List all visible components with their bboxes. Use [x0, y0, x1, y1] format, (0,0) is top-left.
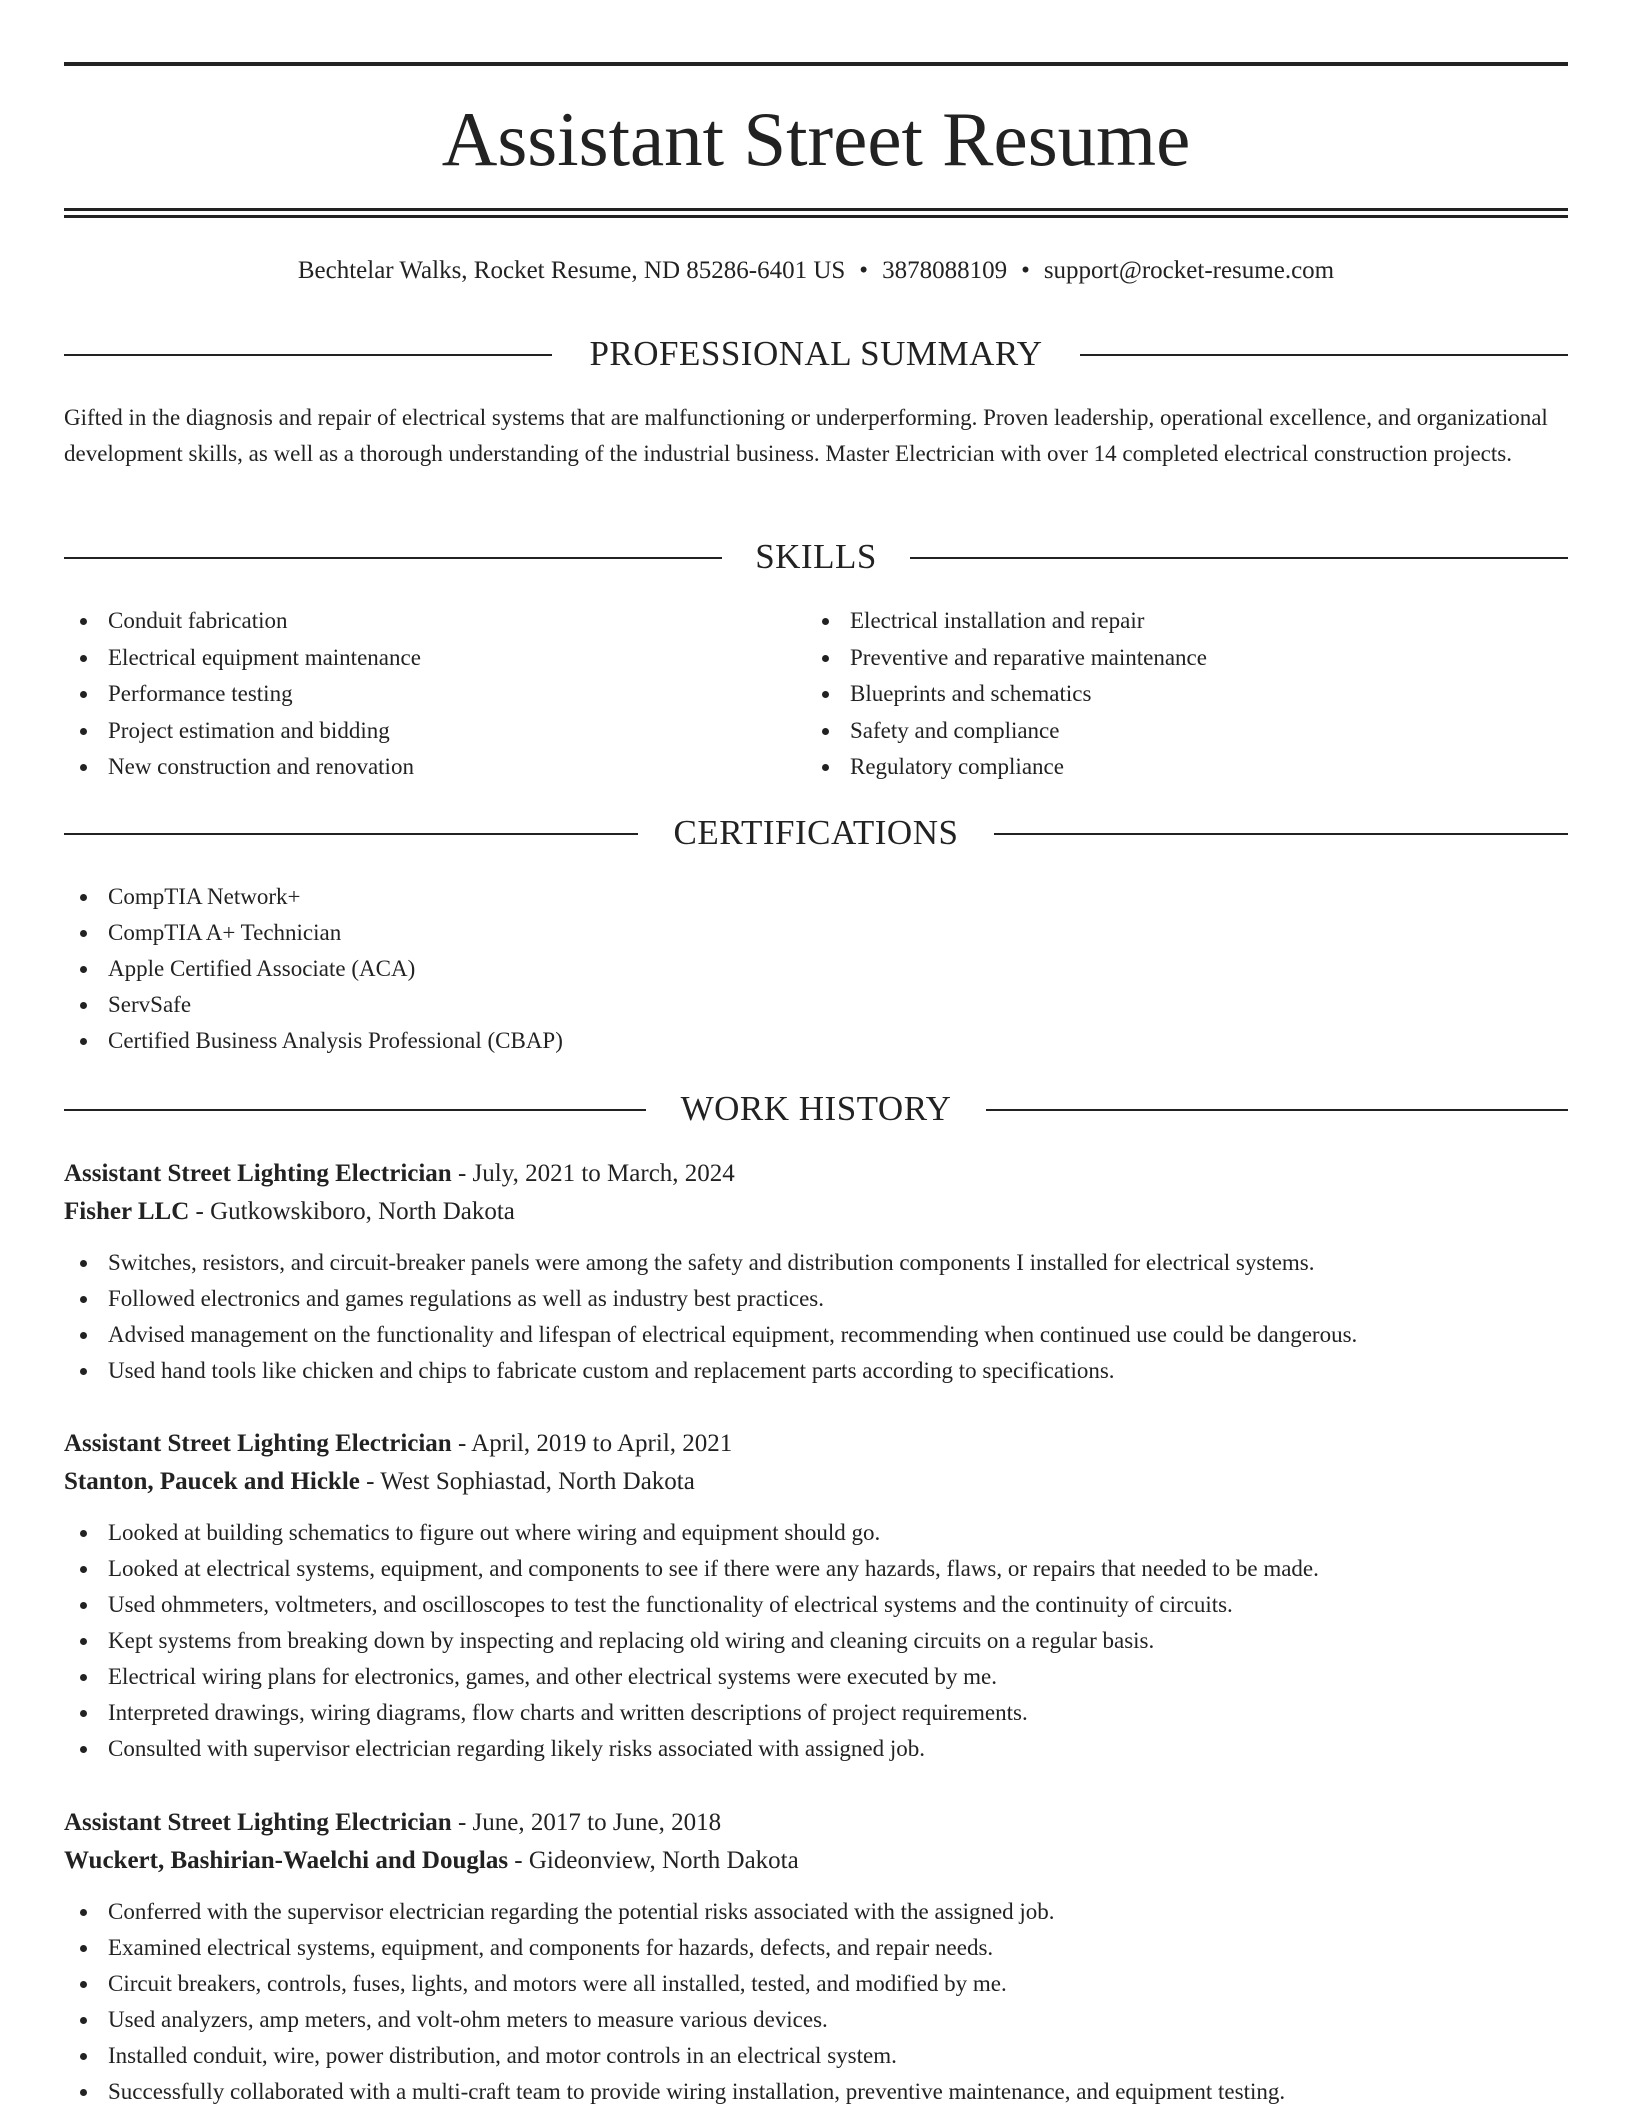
certification-item: CompTIA Network+ — [64, 879, 563, 915]
work-history-heading-label: WORK HISTORY — [680, 1089, 952, 1128]
skill-item: Safety and compliance — [806, 713, 1207, 750]
job-duty-item: Examined electrical systems, equipment, and components for hazards, defects, and repair needs. — [64, 1930, 1568, 1966]
job-duties-list — [64, 1245, 1568, 1389]
job-duty-item: Used hand tools like chicken and chips to fabricate custom and replacement parts according to specifications. — [64, 1353, 1568, 1389]
heading-rule-right — [1080, 354, 1568, 356]
job-duty-item: Installed conduit, wire, power distribution, and motor controls in an electrical system. — [64, 2038, 1568, 2074]
skill-item: Electrical installation and repair — [806, 603, 1207, 640]
job-company: Stanton, Paucek and Hickle — [64, 1468, 360, 1495]
contact-email: support@rocket-resume.com — [1043, 257, 1335, 284]
contact-line — [64, 256, 1568, 286]
certifications-list — [64, 879, 563, 1059]
job-entry — [64, 1155, 1568, 1389]
resume-title: Assistant Street Resume — [441, 96, 1191, 182]
skills-heading-label: SKILLS — [755, 537, 877, 576]
certification-item: Apple Certified Associate (ACA) — [64, 951, 563, 987]
job-duty-item: Circuit breakers, controls, fuses, lights, and motors were all installed, tested, and modified by me. — [64, 1966, 1568, 2002]
job-duty-item: Used ohmmeters, voltmeters, and oscilloscopes to test the functionality of electrical systems and the continuity of circuits. — [64, 1587, 1568, 1623]
job-dates: - June, 2017 to June, 2018 — [451, 1809, 722, 1836]
job-dates: - April, 2019 to April, 2021 — [451, 1430, 733, 1457]
job-location: - West Sophiastad, North Dakota — [359, 1468, 695, 1495]
heading-rule-right — [994, 833, 1568, 835]
heading-rule-right — [986, 1109, 1568, 1111]
job-entry — [64, 1804, 1568, 2110]
contact-address: Bechtelar Walks, Rocket Resume, ND 85286-6401 US — [297, 257, 846, 284]
skill-item: Regulatory compliance — [806, 749, 1207, 786]
job-duty-item: Consulted with supervisor electrician regarding likely risks associated with assigned job. — [64, 1731, 1568, 1767]
job-duty-item: Switches, resistors, and circuit-breaker panels were among the safety and distribution components I installed for electrical systems. — [64, 1245, 1568, 1281]
job-title-line — [64, 1155, 1568, 1193]
certifications-heading-label: CERTIFICATIONS — [673, 813, 959, 852]
summary-heading — [64, 334, 1568, 374]
job-duty-item: Looked at building schematics to figure out where wiring and equipment should go. — [64, 1515, 1568, 1551]
work-history-heading — [64, 1089, 1568, 1129]
job-location: - Gideonview, North Dakota — [508, 1847, 799, 1874]
job-duty-item: Used analyzers, amp meters, and volt-ohm meters to measure various devices. — [64, 2002, 1568, 2038]
job-company: Fisher LLC — [64, 1198, 190, 1225]
job-company-line — [64, 1842, 1568, 1880]
contact-phone: 3878088109 — [882, 257, 1008, 284]
job-duties-list — [64, 1515, 1568, 1767]
job-title-line — [64, 1804, 1568, 1842]
certification-item: ServSafe — [64, 987, 563, 1023]
skill-item: Electrical equipment maintenance — [64, 640, 421, 677]
skill-item: Performance testing — [64, 676, 421, 713]
skills-list-left — [64, 603, 421, 786]
skill-item: Project estimation and bidding — [64, 713, 421, 750]
job-location: - Gutkowskiboro, North Dakota — [189, 1198, 515, 1225]
skill-item: Blueprints and schematics — [806, 676, 1207, 713]
skill-item: New construction and renovation — [64, 749, 421, 786]
skill-item: Conduit fabrication — [64, 603, 421, 640]
job-duty-item: Conferred with the supervisor electrician regarding the potential risks associated with the assigned job. — [64, 1894, 1568, 1930]
title-double-rule — [64, 208, 1568, 218]
job-title-line — [64, 1425, 1568, 1463]
job-entry — [64, 1425, 1568, 1767]
heading-rule-right — [910, 557, 1568, 559]
job-duty-item: Followed electronics and games regulations as well as industry best practices. — [64, 1281, 1568, 1317]
certification-item: CompTIA A+ Technician — [64, 915, 563, 951]
job-duty-item: Looked at electrical systems, equipment, and components to see if there were any hazards, flaws, or repairs that needed to be made. — [64, 1551, 1568, 1587]
contact-separator: • — [1021, 257, 1030, 284]
job-title: Assistant Street Lighting Electrician — [64, 1809, 452, 1836]
summary-text: Gifted in the diagnosis and repair of electrical systems that are malfunctioning or underperforming. Proven leadership, operational excellence, and organizational development skills, as well as a thorough understanding of the industrial business. Master Electrician with over 14 completed electrical construction projects. — [64, 405, 1548, 466]
top-rule — [64, 62, 1568, 66]
job-company: Wuckert, Bashirian-Waelchi and Douglas — [64, 1847, 509, 1874]
job-duties-list — [64, 1894, 1568, 2110]
job-title: Assistant Street Lighting Electrician — [64, 1160, 452, 1187]
contact-separator: • — [859, 257, 869, 284]
job-duty-item: Advised management on the functionality and lifespan of electrical equipment, recommending when continued use could be dangerous. — [64, 1317, 1568, 1353]
job-duty-item: Kept systems from breaking down by inspecting and replacing old wiring and cleaning circuits on a regular basis. — [64, 1623, 1568, 1659]
job-dates: - July, 2021 to March, 2024 — [451, 1160, 735, 1187]
job-company-line — [64, 1463, 1568, 1501]
job-duty-item: Successfully collaborated with a multi-craft team to provide wiring installation, preventive maintenance, and equipment testing. — [64, 2074, 1568, 2110]
job-title: Assistant Street Lighting Electrician — [64, 1430, 452, 1457]
job-duty-item: Interpreted drawings, wiring diagrams, flow charts and written descriptions of project requirements. — [64, 1695, 1568, 1731]
job-duty-item: Electrical wiring plans for electronics, games, and other electrical systems were executed by me. — [64, 1659, 1568, 1695]
certifications-heading — [64, 813, 1568, 853]
skills-heading — [64, 537, 1568, 577]
skills-list-right — [806, 603, 1207, 786]
summary-heading-label: PROFESSIONAL SUMMARY — [589, 334, 1043, 373]
certification-item: Certified Business Analysis Professional (CBAP) — [64, 1023, 563, 1059]
job-company-line — [64, 1193, 1568, 1231]
skill-item: Preventive and reparative maintenance — [806, 640, 1207, 677]
